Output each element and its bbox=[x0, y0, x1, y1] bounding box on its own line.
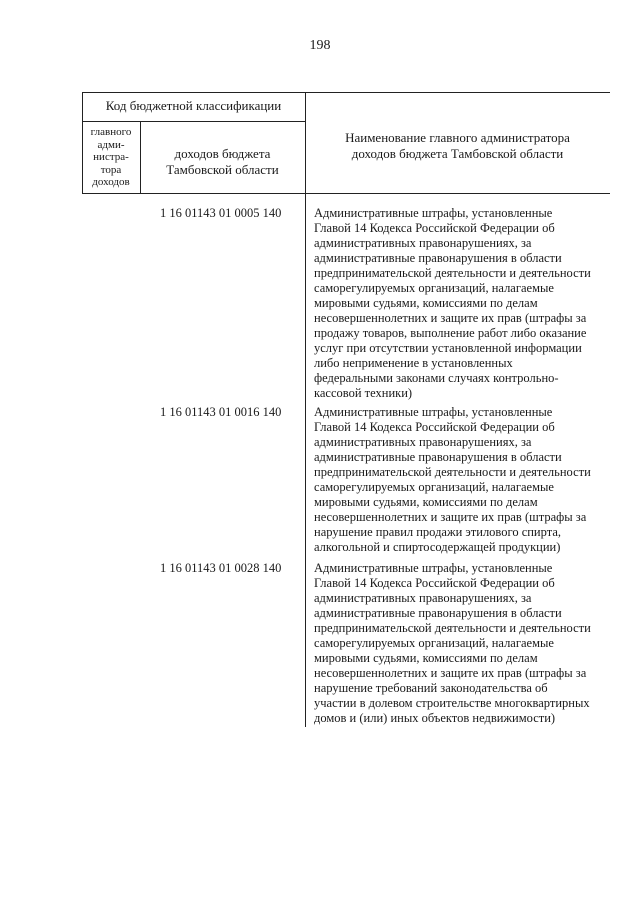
header-admin-line: адми- bbox=[97, 138, 125, 151]
page-number: 198 bbox=[309, 38, 331, 53]
description-line: Административные штрафы, установленные bbox=[314, 405, 553, 419]
description-line: административные правонарушения в области bbox=[314, 251, 562, 265]
description-line: несовершеннолетних и защите их прав (штрафы за bbox=[314, 311, 587, 325]
description-line: либо неприменение в установленных bbox=[314, 356, 513, 370]
description-line: несовершеннолетних и защите их прав (штрафы за bbox=[314, 666, 587, 680]
description-line: административные правонарушения в области bbox=[314, 450, 562, 464]
description-line: нарушение правил продажи этилового спирта, bbox=[314, 525, 561, 539]
name-column-divider bbox=[305, 92, 306, 727]
description-line: саморегулируемых организаций, налагаемые bbox=[314, 636, 554, 650]
header-income-line: доходов бюджета bbox=[174, 146, 271, 161]
header-income-line: Тамбовской области bbox=[166, 162, 279, 177]
header-income-col bbox=[140, 146, 305, 178]
description-line: Главой 14 Кодекса Российской Федерации об bbox=[314, 221, 555, 235]
description-line: административных правонарушениях, за bbox=[314, 236, 532, 250]
description-line: федеральными законами случаях контрольно- bbox=[314, 371, 559, 385]
header-admin-line: тора bbox=[100, 163, 122, 176]
description-line: участии в долевом строительстве многоквартирных bbox=[314, 696, 590, 710]
description-line: предпринимательской деятельности и деятельности bbox=[314, 621, 591, 635]
description-line: Административные штрафы, установленные bbox=[314, 206, 553, 220]
description-line: несовершеннолетних и защите их прав (штрафы за bbox=[314, 510, 587, 524]
description-line: услуг при отсутствии установленной информации bbox=[314, 341, 582, 355]
header-admin-line: нистра- bbox=[93, 151, 129, 163]
description-line: домов и (или) иных объектов недвижимости) bbox=[314, 711, 556, 725]
description-line: мировыми судьями, комиссиями по делам bbox=[314, 651, 538, 665]
table-top-border bbox=[82, 92, 610, 93]
header-bottom-border bbox=[82, 193, 610, 194]
description-line: Главой 14 Кодекса Российской Федерации об bbox=[314, 420, 555, 434]
header-admin-line: главного bbox=[90, 126, 132, 138]
description-line: предпринимательской деятельности и деятельности bbox=[314, 465, 591, 479]
row-description bbox=[314, 561, 614, 726]
description-line: продажу товаров, выполнение работ либо оказание bbox=[314, 326, 587, 340]
description-line: нарушение требований законодательства об bbox=[314, 681, 548, 695]
description-line: предпринимательской деятельности и деятельности bbox=[314, 266, 591, 280]
header-name-line: Наименование главного администратора bbox=[345, 130, 570, 145]
description-line: административные правонарушения в области bbox=[314, 606, 562, 620]
header-group-title: Код бюджетной классификации bbox=[105, 98, 282, 113]
header-name-line: доходов бюджета Тамбовской области bbox=[351, 146, 564, 161]
row-description bbox=[314, 405, 614, 555]
description-line: мировыми судьями, комиссиями по делам bbox=[314, 296, 538, 310]
header-admin-line: доходов bbox=[92, 176, 130, 188]
header-name-col bbox=[305, 130, 610, 162]
description-line: административных правонарушениях, за bbox=[314, 591, 532, 605]
row-code: 1 16 01143 01 0005 140 bbox=[160, 206, 282, 220]
description-line: Административные штрафы, установленные bbox=[314, 561, 553, 575]
description-line: алкогольной и спиртосодержащей продукции) bbox=[314, 540, 561, 554]
description-line: Главой 14 Кодекса Российской Федерации об bbox=[314, 576, 555, 590]
row-code: 1 16 01143 01 0028 140 bbox=[160, 561, 282, 575]
description-line: административных правонарушениях, за bbox=[314, 435, 532, 449]
description-line: мировыми судьями, комиссиями по делам bbox=[314, 495, 538, 509]
group-header-divider bbox=[82, 121, 305, 122]
row-code: 1 16 01143 01 0016 140 bbox=[160, 405, 282, 419]
header-admin-col bbox=[82, 126, 140, 189]
description-line: саморегулируемых организаций, налагаемые bbox=[314, 281, 554, 295]
row-description bbox=[314, 206, 614, 401]
description-line: кассовой техники) bbox=[314, 386, 413, 400]
description-line: саморегулируемых организаций, налагаемые bbox=[314, 480, 554, 494]
